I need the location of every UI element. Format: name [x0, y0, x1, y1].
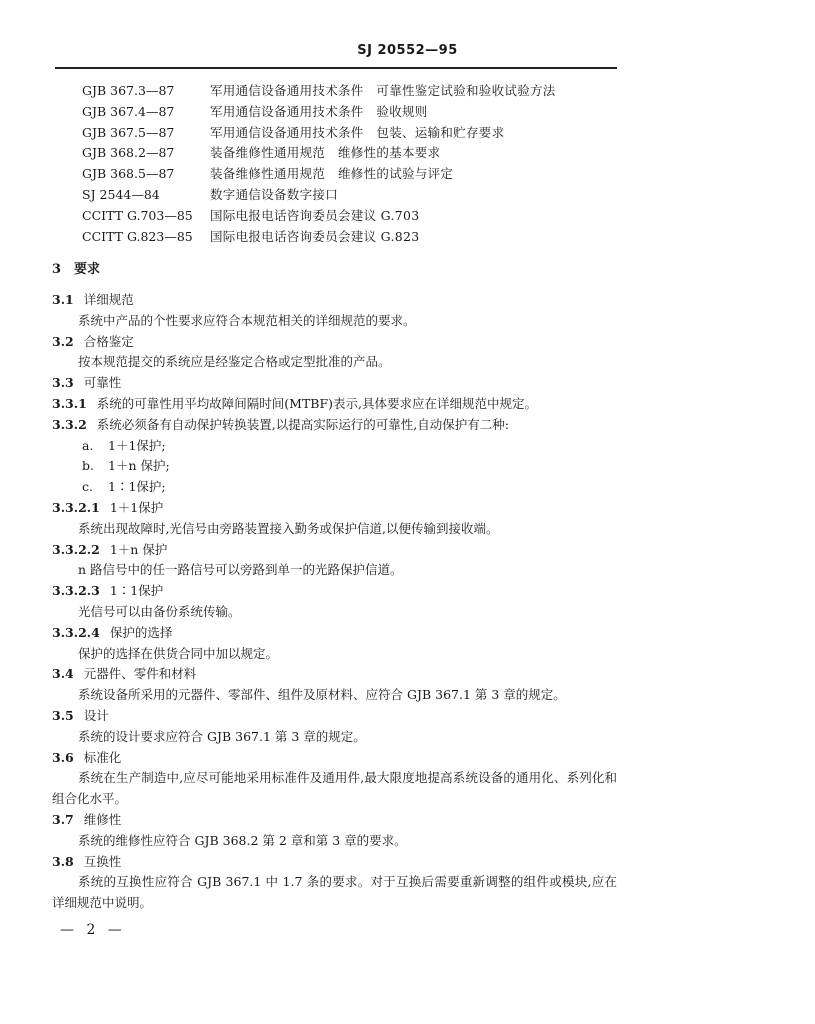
clause-inline [52, 415, 617, 436]
reference-item [82, 102, 556, 123]
list-item [52, 436, 617, 457]
section-number: 3 [52, 262, 62, 277]
clause-heading [52, 290, 617, 311]
reference-item [82, 227, 556, 248]
clause-heading [52, 498, 617, 519]
clause-title: 详细规范 [83, 292, 134, 307]
reference-code: GJB 367.4—87 [82, 103, 175, 119]
reference-title: 装备维修性通用规范 维修性的基本要求 [210, 145, 441, 161]
clause-number: 3.7 [52, 811, 74, 827]
clause-number: 3.5 [52, 707, 74, 723]
reference-code: SJ 2544—84 [82, 186, 160, 202]
list-marker: c. [82, 479, 93, 495]
reference-item [82, 185, 556, 206]
clause-heading [52, 706, 617, 727]
reference-title: 军用通信设备通用技术条件 可靠性鉴定试验和验收试验方法 [210, 83, 556, 98]
clause-title: 维修性 [83, 811, 122, 827]
reference-title: 军用通信设备通用技术条件 包装、运输和贮存要求 [210, 124, 505, 140]
clause-heading [52, 540, 617, 561]
reference-code: GJB 367.3—87 [82, 83, 175, 98]
clause-text: 保护的选择在供货合同中加以规定。 [78, 645, 279, 661]
clause-number: 3.6 [52, 749, 74, 765]
requirements-body [52, 290, 617, 914]
list-text: 1＋n 保护; [108, 458, 170, 474]
clause-number: 3.3.2 [52, 416, 87, 432]
clause-number: 3.3.2.4 [52, 624, 100, 640]
clause-heading [52, 373, 617, 394]
clause-title: 标准化 [83, 749, 122, 765]
clause-text: 系统的可靠性用平均故障间隔时间(MTBF)表示,具体要求应在详细规范中规定。 [96, 395, 538, 411]
clause-heading [52, 332, 617, 353]
header-rule [55, 67, 617, 69]
reference-code: GJB 368.2—87 [82, 145, 175, 161]
clause-heading [52, 748, 617, 769]
reference-title: 国际电报电话咨询委员会建议 G.823 [210, 228, 420, 244]
section-heading [52, 258, 100, 277]
clause-text: 系统的维修性应符合 GJB 368.2 第 2 章和第 3 章的要求。 [78, 832, 407, 848]
clause-text: 系统的设计要求应符合 GJB 367.1 第 3 章的规定。 [78, 728, 366, 744]
list-item [52, 477, 617, 498]
clause-title: 设计 [83, 707, 109, 723]
clause-number: 3.3.2.3 [52, 583, 100, 599]
list-marker: b. [82, 458, 94, 474]
clause-number: 3.3.1 [52, 395, 87, 411]
reference-list [82, 81, 556, 247]
reference-item [82, 123, 556, 144]
list-text: 1＋1保护; [108, 437, 166, 453]
clause-number: 3.1 [52, 292, 74, 307]
clause-number: 3.3.2.2 [52, 541, 100, 557]
reference-title: 军用通信设备通用技术条件 验收规则 [210, 103, 428, 119]
clause-title: 元器件、零件和材料 [83, 666, 197, 682]
reference-item [82, 81, 556, 102]
clause-heading [52, 810, 617, 831]
reference-code: CCITT G.823—85 [82, 228, 193, 244]
clause-text: 系统中产品的个性要求应符合本规范相关的详细规范的要求。 [78, 312, 416, 328]
reference-item [82, 143, 556, 164]
reference-item [82, 206, 556, 227]
clause-number: 3.4 [52, 666, 74, 682]
list-marker: a. [82, 437, 94, 453]
clause-text: 按本规范提交的系统应是经鉴定合格或定型批准的产品。 [78, 354, 391, 370]
clause-text: 系统设备所采用的元器件、零部件、组件及原材料、应符合 GJB 367.1 第 3 章的规定。 [78, 687, 566, 703]
reference-title: 装备维修性通用规范 维修性的试验与评定 [210, 166, 454, 182]
reference-title: 数字通信设备数字接口 [210, 186, 339, 202]
reference-item [82, 164, 556, 185]
clause-heading [52, 852, 617, 873]
reference-code: CCITT G.703—85 [82, 207, 193, 223]
standard-id-header: SJ 20552—95 [357, 43, 458, 58]
reference-title: 国际电报电话咨询委员会建议 G.703 [210, 207, 420, 223]
clause-text: 系统的互换性应符合 GJB 367.1 中 1.7 条的要求。对于互换后需要重新调整的组件或模块,应在详细规范中说明。 [52, 874, 617, 911]
clause-text: 光信号可以由备份系统传输。 [78, 603, 241, 619]
clause-number: 3.8 [52, 853, 74, 869]
clause-title: 可靠性 [83, 375, 122, 391]
clause-heading [52, 581, 617, 602]
clause-text: 系统必须备有自动保护转换装置,以提高实际运行的可靠性,自动保护有二种: [96, 416, 509, 432]
clause-inline [52, 394, 617, 415]
clause-number: 3.2 [52, 333, 74, 349]
clause-number: 3.3.2.1 [52, 499, 100, 515]
clause-title: 1∶1保护 [109, 583, 164, 599]
page-number: — 2 — [60, 922, 126, 938]
reference-code: GJB 368.5—87 [82, 166, 175, 182]
clause-title: 1＋1保护 [109, 499, 164, 515]
clause-text: 系统在生产制造中,应尽可能地采用标准件及通用件,最大限度地提高系统设备的通用化、系列化和组合化水平。 [52, 770, 617, 807]
clause-title: 合格鉴定 [83, 333, 134, 349]
clause-title: 1＋n 保护 [109, 541, 168, 557]
reference-code: GJB 367.5—87 [82, 124, 175, 140]
list-item [52, 456, 617, 477]
clause-heading [52, 664, 617, 685]
clause-text: 系统出现故障时,光信号由旁路装置接入勤务或保护信道,以便传输到接收端。 [78, 520, 499, 536]
clause-title: 保护的选择 [109, 624, 173, 640]
clause-number: 3.3 [52, 375, 74, 391]
list-text: 1∶1保护; [108, 479, 166, 495]
clause-text: n 路信号中的任一路信号可以旁路到单一的光路保护信道。 [78, 562, 403, 578]
clause-heading [52, 623, 617, 644]
section-title: 要求 [74, 262, 101, 277]
clause-title: 互换性 [83, 853, 122, 869]
